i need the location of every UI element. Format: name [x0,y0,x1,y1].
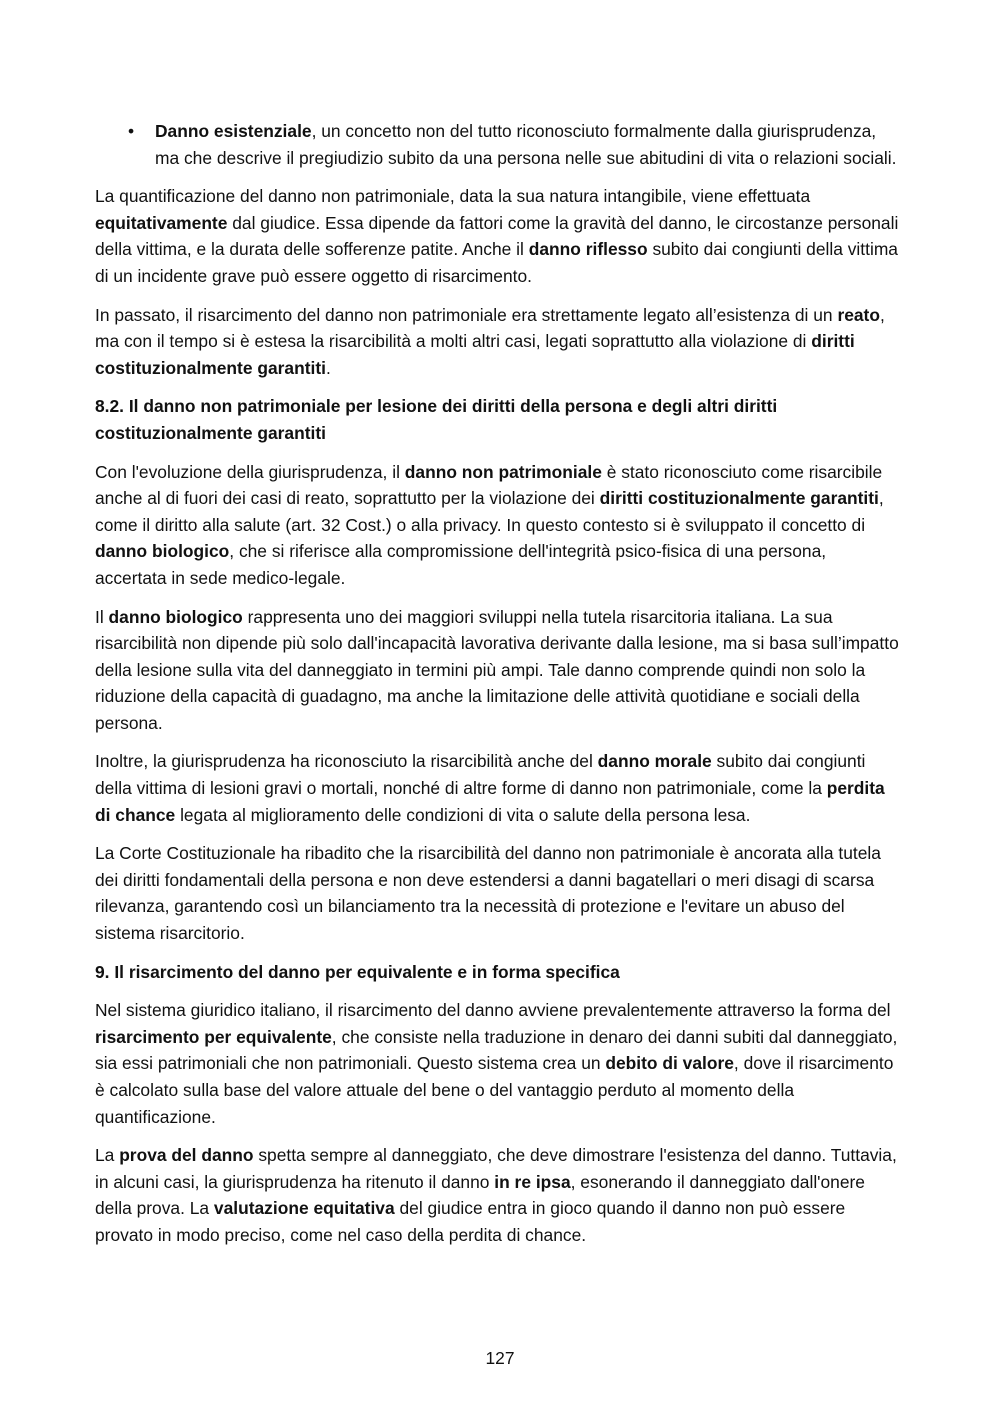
text-run: In passato, il risarcimento del danno non patrimoniale era strettamente legato all’esistenza di un [95,304,838,325]
bullet-icon: • [128,121,135,141]
paragraph-danno-biologico [95,604,900,737]
bold-term: risarcimento per equivalente [95,1026,332,1047]
bold-term: danno biologico [108,606,243,627]
text-run: Con l'evoluzione della giurisprudenza, il [95,461,405,482]
text-run: subito dai congiunti della vittima di un incidente grave può essere oggetto di risarcimento. [95,239,898,286]
text-run: Il [95,606,109,627]
bold-term: in re ipsa [494,1171,571,1192]
section-heading-9: 9. Il risarcimento del danno per equivalente e in forma specifica [95,961,620,982]
section-heading-8-2: 8.2. Il danno non patrimoniale per lesione dei diritti della persona e degli altri diritti costituzionalmente garantiti [95,396,778,443]
bold-term: diritti costituzionalmente garantiti [599,488,879,509]
bold-term: equitativamente [95,212,228,233]
paragraph-evoluzione [95,459,900,592]
text-run: del giudice entra in gioco quando il danno non può essere provato in modo preciso, come nel caso della perdita di chance. [95,1198,846,1245]
bold-term: valutazione equitativa [213,1198,395,1219]
page-number: 127 [485,1348,515,1368]
text-run: , un concetto non del tutto riconosciuto formalmente dalla giurisprudenza, ma che descrive il pregiudizio subito da una persona nelle sue abitudini di vita o relazioni sociali. [155,121,897,168]
text-run: rappresenta uno dei maggiori sviluppi nella tutela risarcitoria italiana. La sua risarcibilità non dipende più solo dall'incapacità lavorativa derivante dalla lesione, ma si basa sull’impatto della lesione sulla vita del danneggiato in termini più ampi. Tale danno comprende quindi non solo la riduzione della capacità di guadagno, ma anche la limitazione delle attività quotidiane e sociali della persona. [95,606,899,733]
text-run: spetta sempre al danneggiato, che deve dimostrare l'esistenza del danno. Tuttavia, in alcuni casi, la giurisprudenza ha ritenuto il danno [95,1145,897,1192]
bold-term: prova del danno [119,1145,254,1166]
text-run: Inoltre, la giurisprudenza ha riconosciuto la risarcibilità anche del [95,751,598,772]
bold-term: danno morale [597,751,712,772]
bold-term: Danno esistenziale [155,121,312,141]
bold-term: danno riflesso [528,239,648,260]
paragraph-quantificazione [95,183,900,289]
bold-term: danno non patrimoniale [404,461,602,482]
paragraph-sistema-giuridico [95,997,900,1130]
paragraph-prova-del-danno [95,1142,900,1248]
paragraph-corte-costituzionale [95,840,900,946]
bold-term: diritti costituzionalmente garantiti [95,331,855,378]
bold-term: danno biologico [95,541,230,562]
text-run: , ma con il tempo si è estesa la risarcibilità a molti altri casi, legati soprattutto alla violazione di [95,304,885,352]
text-run: , esonerando il danneggiato dall'onere della prova. La [95,1171,865,1219]
bold-term: perdita di chance [95,778,885,825]
paragraph-in-passato [95,302,900,382]
text-run: , che si riferisce alla compromissione dell'integrità psico-fisica di una persona, accertata in sede medico-legale. [95,541,827,588]
paragraph-danno-morale [95,748,900,828]
text-run: subito dai congiunti della vittima di lesioni gravi o mortali, nonché di altre forme di danno non patrimoniale, come la [95,751,866,799]
text-run: , che consiste nella traduzione in denaro dei danni subiti dal danneggiato, sia essi patrimoniali che non patrimoniali. Questo sistema crea un [95,1026,898,1074]
page-content [95,118,900,1261]
text-run: La quantificazione del danno non patrimoniale, data la sua natura intangibile, viene effettuata [95,186,811,207]
text-run: , come il diritto alla salute (art. 32 Cost.) o alla privacy. In questo contesto si è sviluppato il concetto di [95,488,884,535]
text-run: dal giudice. Essa dipende da fattori come la gravità del danno, le circostanze personali della vittima, e la durata delle sofferenze patite. Anche il [95,212,899,260]
text-run: , dove il risarcimento è calcolato sulla base del valore attuale del bene o del vantaggio perduto al momento della quantificazione. [95,1053,894,1127]
text-run: La [95,1145,120,1166]
text-run: La Corte Costituzionale ha ribadito che la risarcibilità del danno non patrimoniale è ancorata alla tutela dei diritti fondamentali della persona e non deve estendersi a danni bagatellari o meri disagi di scarsa rilevanza, garantendo così un bilanciamento tra la necessità di protezione e l'evitare un abuso del sistema risarcitorio. [95,843,881,944]
text-run: Nel sistema giuridico italiano, il risarcimento del danno avviene prevalentemente attraverso la forma del [95,1000,891,1021]
bold-term: debito di valore [605,1053,734,1074]
text-run: legata al miglioramento delle condizioni di vita o salute della persona lesa. [175,804,751,825]
text-run: è stato riconosciuto come risarcibile anche al di fuori dei casi di reato, soprattutto per la violazione dei [95,461,883,509]
bold-term: reato [837,304,880,325]
bullet-item-danno-esistenziale [95,118,900,171]
text-run: . [325,357,331,378]
